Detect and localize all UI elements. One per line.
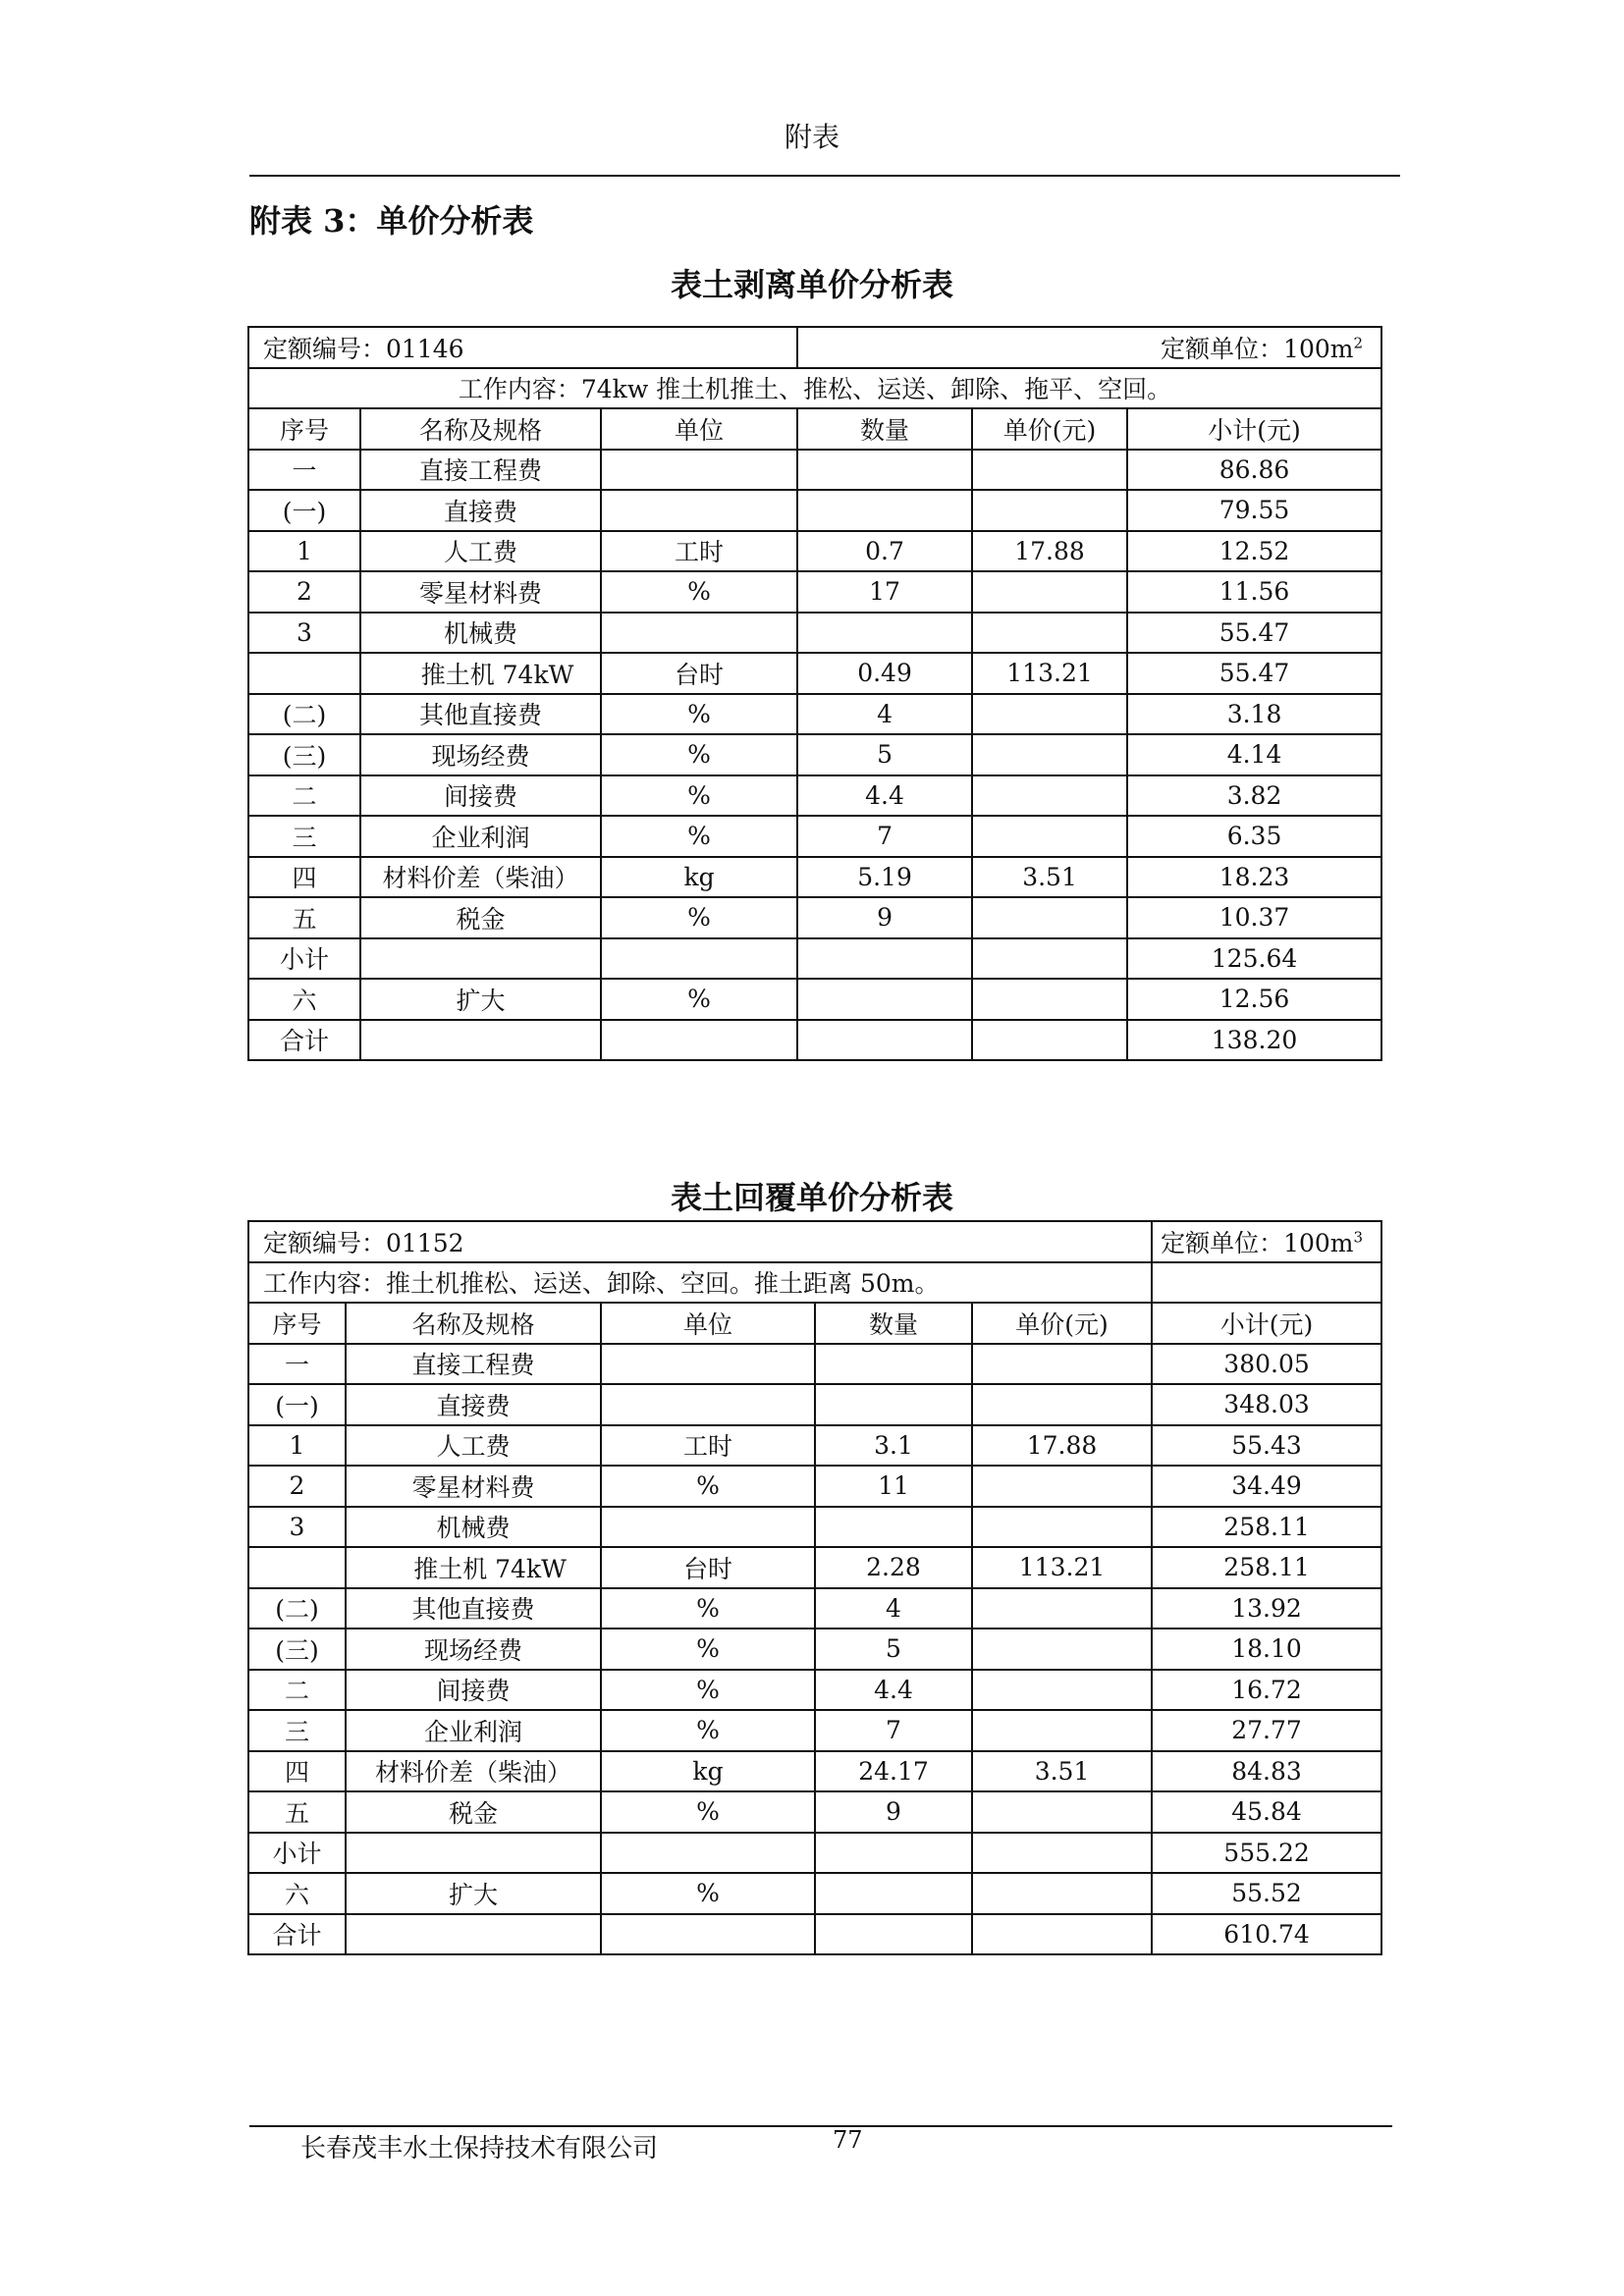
row-subtotal: 55.47 — [1127, 613, 1381, 654]
row-subtotal: 18.10 — [1152, 1629, 1381, 1670]
row-no: 2 — [248, 1466, 346, 1507]
row-unit: % — [601, 1873, 815, 1914]
row-no: (二) — [248, 1588, 346, 1629]
row-no: (一) — [248, 1384, 346, 1425]
row-qty: 4 — [797, 694, 972, 735]
row-no: 小计 — [248, 938, 360, 980]
table-row — [248, 613, 1381, 654]
row-name: 直接工程费 — [360, 450, 601, 491]
row-unit: % — [601, 694, 797, 735]
row-no: 四 — [248, 1751, 346, 1792]
table-row — [248, 734, 1381, 775]
row-name: 其他直接费 — [346, 1588, 601, 1629]
row-unit — [601, 613, 797, 654]
row-no: 一 — [248, 1344, 346, 1385]
row-price — [972, 1670, 1152, 1711]
row-qty: 4.4 — [797, 775, 972, 817]
running-header: 附表 — [784, 121, 839, 153]
table-row — [248, 938, 1381, 980]
table2-body — [248, 1344, 1381, 1955]
row-unit: % — [601, 1466, 815, 1507]
table-row — [248, 1914, 1381, 1955]
table2-col-qty: 数量 — [815, 1303, 972, 1344]
row-no: 四 — [248, 857, 360, 898]
row-subtotal: 138.20 — [1127, 1020, 1381, 1061]
table-row — [248, 1547, 1381, 1588]
table-row — [248, 531, 1381, 572]
table-row — [248, 450, 1381, 491]
row-no: 六 — [248, 1873, 346, 1914]
table2 — [247, 1220, 1382, 1955]
table2-col-no: 序号 — [248, 1303, 346, 1344]
table1-quota-no: 定额编号：01146 — [248, 327, 797, 368]
row-qty: 0.7 — [797, 531, 972, 572]
row-name: 人工费 — [346, 1425, 601, 1467]
row-name: 间接费 — [346, 1670, 601, 1711]
row-no — [248, 1547, 346, 1588]
row-qty — [815, 1384, 972, 1425]
table-row — [248, 897, 1381, 938]
table-row — [248, 1425, 1381, 1467]
row-price — [972, 1466, 1152, 1507]
table2-header-row — [248, 1303, 1381, 1344]
row-no: 二 — [248, 775, 360, 817]
row-name: 直接费 — [346, 1384, 601, 1425]
table-row — [248, 1873, 1381, 1914]
row-subtotal: 258.11 — [1152, 1507, 1381, 1548]
row-price: 113.21 — [972, 653, 1127, 694]
row-price — [972, 1384, 1152, 1425]
row-price — [972, 1588, 1152, 1629]
table2-col-unit: 单位 — [601, 1303, 815, 1344]
row-price — [972, 1710, 1152, 1751]
row-subtotal: 380.05 — [1152, 1344, 1381, 1385]
row-name: 税金 — [346, 1791, 601, 1833]
table1-col-unit: 单位 — [601, 408, 797, 450]
table2-col-name: 名称及规格 — [346, 1303, 601, 1344]
row-price: 17.88 — [972, 1425, 1152, 1467]
table2-col-price: 单价(元) — [972, 1303, 1152, 1344]
row-subtotal: 12.52 — [1127, 531, 1381, 572]
row-unit — [601, 450, 797, 491]
row-subtotal: 55.43 — [1152, 1425, 1381, 1467]
row-unit: % — [601, 571, 797, 613]
row-name: 零星材料费 — [346, 1466, 601, 1507]
row-name: 扩大 — [360, 979, 601, 1020]
row-name: 现场经费 — [360, 734, 601, 775]
row-price — [972, 1833, 1152, 1874]
row-subtotal: 348.03 — [1152, 1384, 1381, 1425]
table1-quota-unit-sup: 2 — [1353, 334, 1364, 352]
table2-quota-no: 定额编号：01152 — [248, 1221, 1152, 1262]
row-qty — [815, 1914, 972, 1955]
table1-col-name: 名称及规格 — [360, 408, 601, 450]
page-number: 77 — [833, 2126, 863, 2154]
row-price — [972, 1914, 1152, 1955]
table-row — [248, 1344, 1381, 1385]
row-price — [972, 613, 1127, 654]
row-subtotal: 3.18 — [1127, 694, 1381, 735]
row-no: 一 — [248, 450, 360, 491]
table1-quota-unit-text: 定额单位：100m — [1161, 334, 1354, 363]
row-qty: 24.17 — [815, 1751, 972, 1792]
row-unit — [601, 938, 797, 980]
table-row — [248, 1670, 1381, 1711]
row-qty: 4 — [815, 1588, 972, 1629]
table1 — [247, 326, 1382, 1061]
row-subtotal: 34.49 — [1152, 1466, 1381, 1507]
row-subtotal: 610.74 — [1152, 1914, 1381, 1955]
row-no: (三) — [248, 1629, 346, 1670]
row-name: 现场经费 — [346, 1629, 601, 1670]
row-subtotal: 258.11 — [1152, 1547, 1381, 1588]
row-no: 2 — [248, 571, 360, 613]
row-unit — [601, 1344, 815, 1385]
table-row — [248, 1791, 1381, 1833]
row-no: 1 — [248, 1425, 346, 1467]
table-row — [248, 1384, 1381, 1425]
table1-quota-unit — [797, 327, 1381, 368]
row-subtotal: 13.92 — [1152, 1588, 1381, 1629]
row-no: 六 — [248, 979, 360, 1020]
table-row — [248, 653, 1381, 694]
row-price — [972, 734, 1127, 775]
row-subtotal: 45.84 — [1152, 1791, 1381, 1833]
table-row — [248, 694, 1381, 735]
row-qty: 2.28 — [815, 1547, 972, 1588]
table1-work-content: 工作内容：74kw 推土机推土、推松、运送、卸除、拖平、空回。 — [248, 368, 1381, 409]
table2-col-subtotal: 小计(元) — [1152, 1303, 1381, 1344]
table-row — [248, 1020, 1381, 1061]
row-subtotal: 125.64 — [1127, 938, 1381, 980]
row-no: 五 — [248, 1791, 346, 1833]
row-qty — [797, 450, 972, 491]
row-no: 合计 — [248, 1020, 360, 1061]
table1-col-no: 序号 — [248, 408, 360, 450]
table2-quota-unit-text: 定额单位：100m — [1161, 1228, 1354, 1257]
row-price — [972, 571, 1127, 613]
table-row — [248, 1710, 1381, 1751]
row-qty: 11 — [815, 1466, 972, 1507]
footer-rule — [249, 2125, 1392, 2127]
table-row — [248, 1629, 1381, 1670]
row-subtotal: 3.82 — [1127, 775, 1381, 817]
table-row — [248, 816, 1381, 857]
row-price: 17.88 — [972, 531, 1127, 572]
row-subtotal: 6.35 — [1127, 816, 1381, 857]
row-unit — [601, 1384, 815, 1425]
row-subtotal: 79.55 — [1127, 490, 1381, 531]
header-rule — [249, 175, 1400, 177]
row-unit: % — [601, 1710, 815, 1751]
row-unit: % — [601, 897, 797, 938]
row-unit — [601, 1914, 815, 1955]
table1-col-subtotal: 小计(元) — [1127, 408, 1381, 450]
row-unit: 台时 — [601, 1547, 815, 1588]
table-row — [248, 857, 1381, 898]
row-unit: % — [601, 734, 797, 775]
row-name: 机械费 — [360, 613, 601, 654]
row-qty — [815, 1344, 972, 1385]
row-name: 税金 — [360, 897, 601, 938]
table2-quota-unit-sup: 3 — [1353, 1228, 1364, 1247]
row-price — [972, 816, 1127, 857]
table1-col-qty: 数量 — [797, 408, 972, 450]
row-unit: % — [601, 1588, 815, 1629]
row-unit: % — [601, 979, 797, 1020]
row-no: 三 — [248, 1710, 346, 1751]
row-unit: % — [601, 775, 797, 817]
row-qty — [815, 1833, 972, 1874]
row-unit — [601, 1507, 815, 1548]
row-name — [360, 1020, 601, 1061]
row-qty — [797, 490, 972, 531]
row-no: (一) — [248, 490, 360, 531]
row-price — [972, 938, 1127, 980]
row-qty: 4.4 — [815, 1670, 972, 1711]
table-row — [248, 1588, 1381, 1629]
table-row — [248, 775, 1381, 817]
row-qty — [797, 1020, 972, 1061]
row-name: 材料价差（柴油） — [346, 1751, 601, 1792]
row-name — [360, 938, 601, 980]
row-no: 合计 — [248, 1914, 346, 1955]
row-price — [972, 1507, 1152, 1548]
row-qty: 7 — [797, 816, 972, 857]
row-unit: % — [601, 816, 797, 857]
row-qty — [797, 979, 972, 1020]
row-no: 小计 — [248, 1833, 346, 1874]
row-qty: 5.19 — [797, 857, 972, 898]
row-name — [346, 1833, 601, 1874]
row-name: 直接费 — [360, 490, 601, 531]
row-no: 3 — [248, 613, 360, 654]
row-name: 扩大 — [346, 1873, 601, 1914]
row-subtotal: 16.72 — [1152, 1670, 1381, 1711]
table-row — [248, 1751, 1381, 1792]
row-no: 三 — [248, 816, 360, 857]
row-qty: 3.1 — [815, 1425, 972, 1467]
row-name: 零星材料费 — [360, 571, 601, 613]
row-subtotal: 86.86 — [1127, 450, 1381, 491]
row-qty: 17 — [797, 571, 972, 613]
row-unit: % — [601, 1629, 815, 1670]
table2-quota-row — [248, 1221, 1381, 1262]
table-row — [248, 1833, 1381, 1874]
row-qty: 0.49 — [797, 653, 972, 694]
row-name: 机械费 — [346, 1507, 601, 1548]
footer-company: 长春茂丰水土保持技术有限公司 — [300, 2134, 659, 2163]
row-price — [972, 897, 1127, 938]
row-no: (三) — [248, 734, 360, 775]
row-unit — [601, 1020, 797, 1061]
row-subtotal: 555.22 — [1152, 1833, 1381, 1874]
row-no: 五 — [248, 897, 360, 938]
table2-title: 表土回覆单价分析表 — [670, 1179, 953, 1216]
table2-work-content: 工作内容：推土机推松、运送、卸除、空回。推土距离 50m。 — [248, 1262, 1152, 1304]
row-name — [346, 1914, 601, 1955]
row-subtotal: 10.37 — [1127, 897, 1381, 938]
row-price — [972, 694, 1127, 735]
table2-quota-unit — [1152, 1221, 1381, 1262]
row-no: 3 — [248, 1507, 346, 1548]
row-qty — [815, 1873, 972, 1914]
row-price: 3.51 — [972, 857, 1127, 898]
row-subtotal: 55.52 — [1152, 1873, 1381, 1914]
table1-header-row — [248, 408, 1381, 450]
table1-title: 表土剥离单价分析表 — [670, 266, 953, 303]
table-row — [248, 571, 1381, 613]
table-row — [248, 1507, 1381, 1548]
row-name: 其他直接费 — [360, 694, 601, 735]
row-unit — [601, 1833, 815, 1874]
row-qty: 5 — [815, 1629, 972, 1670]
table2-work-empty — [1152, 1262, 1381, 1304]
row-unit: % — [601, 1791, 815, 1833]
row-no: (二) — [248, 694, 360, 735]
row-unit: kg — [601, 857, 797, 898]
row-qty: 9 — [797, 897, 972, 938]
row-no: 1 — [248, 531, 360, 572]
row-qty — [797, 613, 972, 654]
row-subtotal: 27.77 — [1152, 1710, 1381, 1751]
row-price — [972, 1791, 1152, 1833]
row-subtotal: 84.83 — [1152, 1751, 1381, 1792]
table1-col-price: 单价(元) — [972, 408, 1127, 450]
row-price — [972, 490, 1127, 531]
row-subtotal: 11.56 — [1127, 571, 1381, 613]
row-unit: 工时 — [601, 1425, 815, 1467]
row-name: 间接费 — [360, 775, 601, 817]
row-name: 企业利润 — [360, 816, 601, 857]
row-no — [248, 653, 360, 694]
table1-quota-row — [248, 327, 1381, 368]
appendix-title: 附表 3：单价分析表 — [249, 202, 534, 240]
table1-body — [248, 450, 1381, 1061]
table-row — [248, 490, 1381, 531]
row-qty — [815, 1507, 972, 1548]
row-unit: % — [601, 1670, 815, 1711]
table-row — [248, 1466, 1381, 1507]
row-subtotal: 55.47 — [1127, 653, 1381, 694]
row-name: 推土机 74kW — [360, 653, 601, 694]
table1-work-row — [248, 368, 1381, 409]
table-row — [248, 979, 1381, 1020]
row-qty — [797, 938, 972, 980]
row-unit: kg — [601, 1751, 815, 1792]
row-name: 人工费 — [360, 531, 601, 572]
row-price: 113.21 — [972, 1547, 1152, 1588]
row-price — [972, 979, 1127, 1020]
row-price — [972, 1873, 1152, 1914]
row-subtotal: 12.56 — [1127, 979, 1381, 1020]
row-unit — [601, 490, 797, 531]
row-qty: 7 — [815, 1710, 972, 1751]
row-unit: 台时 — [601, 653, 797, 694]
row-price — [972, 1344, 1152, 1385]
row-qty: 9 — [815, 1791, 972, 1833]
table2-work-row — [248, 1262, 1381, 1304]
row-subtotal: 4.14 — [1127, 734, 1381, 775]
row-subtotal: 18.23 — [1127, 857, 1381, 898]
row-qty: 5 — [797, 734, 972, 775]
row-name: 推土机 74kW — [346, 1547, 601, 1588]
row-price — [972, 450, 1127, 491]
row-name: 直接工程费 — [346, 1344, 601, 1385]
row-price: 3.51 — [972, 1751, 1152, 1792]
row-price — [972, 775, 1127, 817]
row-no: 二 — [248, 1670, 346, 1711]
row-price — [972, 1629, 1152, 1670]
row-price — [972, 1020, 1127, 1061]
row-name: 企业利润 — [346, 1710, 601, 1751]
row-name: 材料价差（柴油） — [360, 857, 601, 898]
row-unit: 工时 — [601, 531, 797, 572]
